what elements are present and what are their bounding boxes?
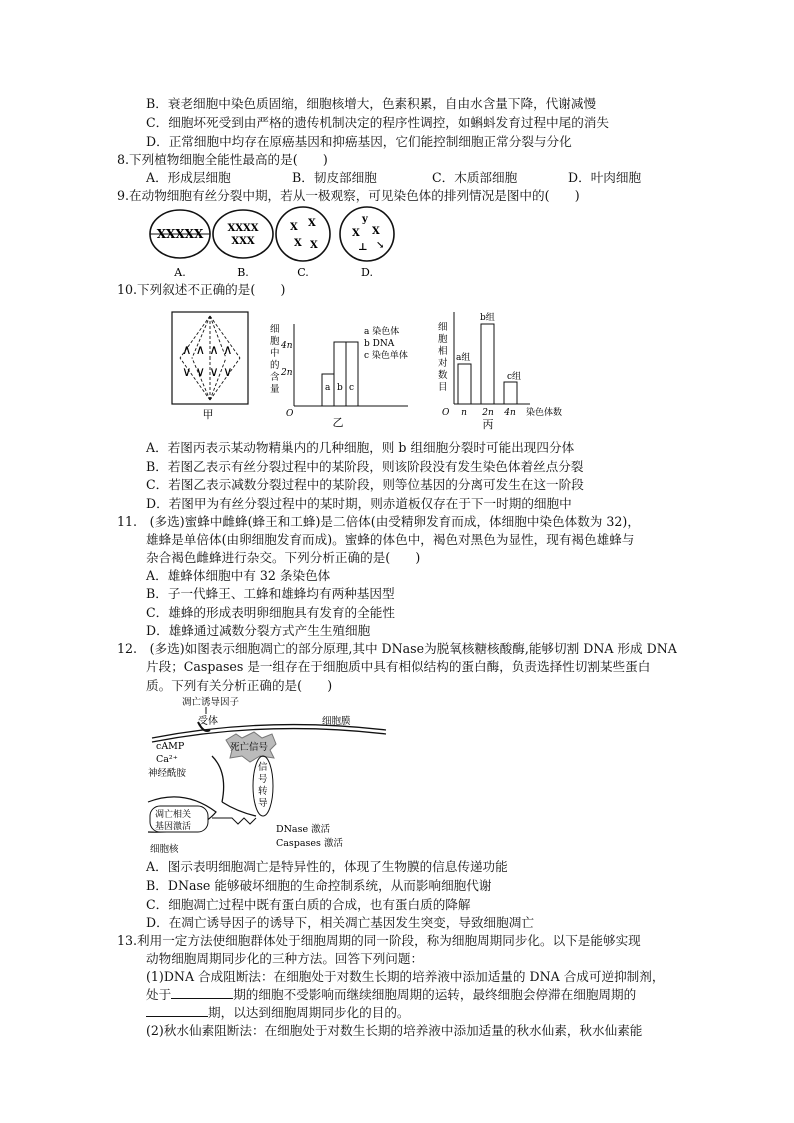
q9-cell-c — [276, 207, 330, 261]
q12-stem-2: 片段；Caspases 是一组存在于细胞质中具有相似结构的蛋白酶，负责选择性切割某些蛋白 — [146, 659, 651, 674]
svg-text:↘: ↘ — [376, 240, 385, 251]
svg-text:中: 中 — [270, 348, 280, 359]
q9-label-d: D. — [361, 266, 373, 279]
svg-text:a组: a组 — [456, 353, 471, 363]
q9-label-a: A. — [174, 266, 186, 279]
q9-figure — [140, 204, 400, 280]
q10-stem: 10.下列叙述不正确的是( ) — [117, 282, 286, 297]
yi-origin: O — [286, 409, 294, 419]
svg-text:X: X — [310, 240, 318, 251]
q13-text: 处于 — [146, 987, 172, 1002]
svg-text:b: b — [337, 383, 343, 393]
q8-option-b: B．韧皮部细胞 — [292, 170, 377, 185]
answer-blank-1[interactable] — [171, 986, 233, 999]
svg-text:对: 对 — [438, 358, 448, 369]
svg-text:O: O — [442, 408, 450, 418]
svg-text:y: y — [362, 214, 368, 225]
q12-option-a: A．图示表明细胞凋亡是特异性的，体现了生物膜的信息传递功能 — [146, 859, 508, 874]
svg-text:⊥: ⊥ — [358, 242, 368, 253]
q10-option-d: D．若图甲为有丝分裂过程中的某时期，则赤道板仅存在于下一时期的细胞中 — [146, 496, 572, 511]
svg-text:X: X — [294, 238, 302, 249]
q13-part2-line1: (2)秋水仙素阻断法：在细胞处于对数生长期的培养液中添加适量的秋水仙素，秋水仙素能 — [146, 1023, 643, 1038]
svg-text:∧ ∧ ∧ ∧: ∧ ∧ ∧ ∧ — [182, 343, 233, 358]
q8-option-a: A．形成层细胞 — [146, 170, 231, 185]
receptor-label: 受体 — [198, 716, 218, 727]
q9-label-c: C. — [297, 266, 309, 279]
svg-text:胞: 胞 — [270, 336, 280, 347]
answer-blank-2[interactable] — [146, 1004, 208, 1017]
yi-ylabel — [270, 324, 280, 395]
q12-option-c: C．细胞凋亡过程中既有蛋白质的合成，也有蛋白质的降解 — [146, 897, 471, 912]
q10-chart-yi — [268, 320, 418, 432]
q7-option-c: C．细胞坏死受到由严格的遗传机制决定的程序性调控，如蝌蚪发育过程中尾的消失 — [146, 115, 610, 130]
svg-text:量: 量 — [270, 384, 280, 395]
q13-part1-line1: (1)DNA 合成阻断法：在细胞处于对数生长期的培养液中添加适量的 DNA 合成可逆抑制剂， — [146, 969, 665, 984]
svg-text:凋亡相关: 凋亡相关 — [155, 810, 192, 820]
q9-cell-d — [340, 207, 394, 261]
q10-option-b: B．若图乙表示有丝分裂过程中的某阶段，则该阶段没有发生染色体着丝点分裂 — [146, 459, 584, 474]
svg-text:a: a — [325, 383, 331, 393]
q12-option-b: B．DNase 能够破坏细胞的生命控制系统，从而影响细胞代谢 — [146, 878, 492, 893]
svg-text:c 染色单体: c 染色单体 — [364, 351, 408, 361]
svg-text:数: 数 — [438, 370, 448, 381]
svg-text:XXX: XXX — [231, 236, 255, 247]
svg-text:c组: c组 — [507, 372, 522, 382]
q10-figure-jia — [168, 308, 258, 422]
q8-option-c: C．木质部细胞 — [432, 170, 518, 185]
q10-option-a: A．若图丙表示某动物精巢内的几种细胞，则 b 组细胞分裂时可能出现四分体 — [146, 440, 575, 455]
death-signal-label: 死亡信号 — [230, 742, 269, 753]
svg-text:X: X — [290, 222, 298, 233]
svg-text:转: 转 — [258, 786, 268, 797]
yi-caption: 乙 — [332, 416, 344, 429]
svg-text:n: n — [461, 408, 467, 418]
q12-option-d: D．在凋亡诱导因子的诱导下，相关凋亡基因发生突变，导致细胞凋亡 — [146, 915, 534, 930]
inducer-label: 凋亡诱导因子 — [182, 697, 240, 708]
q10-option-c: C．若图乙表示减数分裂过程中的某阶段，则等位基因的分离可发生在这一阶段 — [146, 477, 584, 492]
q10-chart-bing — [434, 308, 584, 432]
dnase-label: DNase 激活 — [276, 824, 331, 835]
svg-text:目: 目 — [438, 382, 448, 393]
q11-option-c: C．雄蜂的形成表明卵细胞具有发育的全能性 — [146, 605, 395, 620]
svg-text:a 染色体: a 染色体 — [364, 327, 400, 337]
signal-transduction-label — [258, 761, 268, 809]
yi-bar-c — [346, 342, 358, 406]
camp-label: cAMP — [156, 741, 185, 752]
q13-text: 期的细胞不受影响而继续细胞周期的运转，最终细胞会停滞在细胞周期的 — [233, 987, 637, 1002]
bing-caption: 丙 — [482, 418, 494, 431]
q8-stem: 8.下列植物细胞全能性最高的是( ) — [117, 152, 328, 167]
svg-text:X: X — [352, 228, 360, 239]
q7-option-b: B．衰老细胞中染色质固缩，细胞核增大，色素积累，自由水含量下降，代谢减慢 — [146, 96, 597, 111]
svg-text:号: 号 — [258, 774, 268, 785]
q11-option-d: D．雄蜂通过减数分裂方式产生生殖细胞 — [146, 623, 371, 638]
q11-option-b: B．子一代蜂王、工蜂和雄蜂均有两种基因型 — [146, 586, 395, 601]
q12-stem-3: 质。下列有关分析正确的是( ) — [146, 678, 333, 693]
q13-stem-2: 动物细胞周期同步化的三种方法。回答下列问题： — [146, 951, 424, 966]
membrane-label: 细胞膜 — [322, 716, 351, 727]
caspases-label: Caspases 激活 — [276, 838, 343, 849]
q8-option-d: D．叶肉细胞 — [568, 170, 642, 185]
yi-tick-2n: 2n — [281, 368, 293, 378]
yi-legend — [364, 325, 408, 361]
yi-bar-b — [334, 342, 346, 406]
svg-text:X: X — [372, 226, 380, 237]
svg-text:胞: 胞 — [438, 334, 448, 345]
bing-ylabel — [438, 322, 448, 393]
yi-tick-4n: 4n — [281, 341, 293, 351]
svg-text:b组: b组 — [480, 313, 495, 323]
svg-text:基因激活: 基因激活 — [155, 822, 192, 832]
bing-xlabel: 染色体数 — [526, 408, 563, 418]
neuro-label: 神经酰胺 — [148, 768, 187, 779]
nucleus-label: 细胞核 — [150, 844, 179, 855]
svg-text:XXXXX: XXXXX — [156, 227, 204, 241]
bing-bar-c — [504, 382, 517, 404]
svg-text:b DNA: b DNA — [364, 339, 395, 349]
svg-text:细: 细 — [270, 324, 280, 335]
svg-text:4n: 4n — [504, 408, 516, 418]
svg-text:相: 相 — [438, 346, 448, 357]
q13-text: 期，以达到细胞周期同步化的目的。 — [208, 1005, 410, 1020]
q13-part1-line2 — [146, 986, 636, 1004]
bing-bar-b — [481, 324, 494, 404]
svg-text:∨ ∨ ∨ ∨: ∨ ∨ ∨ ∨ — [182, 365, 233, 380]
q11-stem-1: 11. (多选)蜜蜂中雌蜂(蜂王和工蜂)是二倍体(由受精卵发育而成，体细胞中染色体数为 32)， — [117, 514, 640, 529]
q9-stem: 9.在动物细胞有丝分裂中期，若从一极观察，可见染色体的排列情况是图中的( ) — [117, 188, 580, 203]
q12-apoptosis-diagram — [146, 694, 396, 858]
svg-text:细: 细 — [438, 322, 448, 333]
svg-text:XXXX: XXXX — [227, 223, 259, 234]
svg-text:的: 的 — [270, 360, 280, 371]
svg-text:X: X — [308, 218, 316, 229]
q11-stem-2: 雄蜂是单倍体(由卵细胞发育而成)。蜜蜂的体色中，褐色对黑色为显性，现有褐色雄蜂与 — [146, 532, 635, 547]
svg-text:2n: 2n — [482, 408, 494, 418]
svg-text:c: c — [349, 383, 355, 393]
svg-text:含: 含 — [270, 372, 280, 383]
q9-cell-b — [213, 210, 273, 258]
q9-label-b: B. — [237, 266, 249, 279]
q12-stem-1: 12. (多选)如图表示细胞凋亡的部分原理,其中 DNase为脱氧核糖核酸酶,能够切割 DNA 形成 DNA — [117, 641, 677, 656]
bing-bar-a — [458, 364, 471, 404]
q11-stem-3: 杂合褐色雌蜂进行杂交。下列分析正确的是( ) — [146, 550, 421, 565]
q9-cell-a — [150, 210, 210, 258]
svg-text:信: 信 — [258, 762, 268, 773]
q13-part1-line3 — [146, 1004, 410, 1022]
svg-text:导: 导 — [258, 798, 268, 809]
q7-option-d: D．正常细胞中均存在原癌基因和抑癌基因，它们能控制细胞正常分裂与分化 — [146, 134, 572, 149]
ca-label: Ca²⁺ — [156, 754, 178, 765]
q11-option-a: A．雄蜂体细胞中有 32 条染色体 — [146, 568, 331, 583]
q13-stem-1: 13.利用一定方法使细胞群体处于细胞周期的同一阶段，称为细胞周期同步化。以下是能够实现 — [117, 933, 641, 948]
jia-caption: 甲 — [202, 408, 214, 421]
